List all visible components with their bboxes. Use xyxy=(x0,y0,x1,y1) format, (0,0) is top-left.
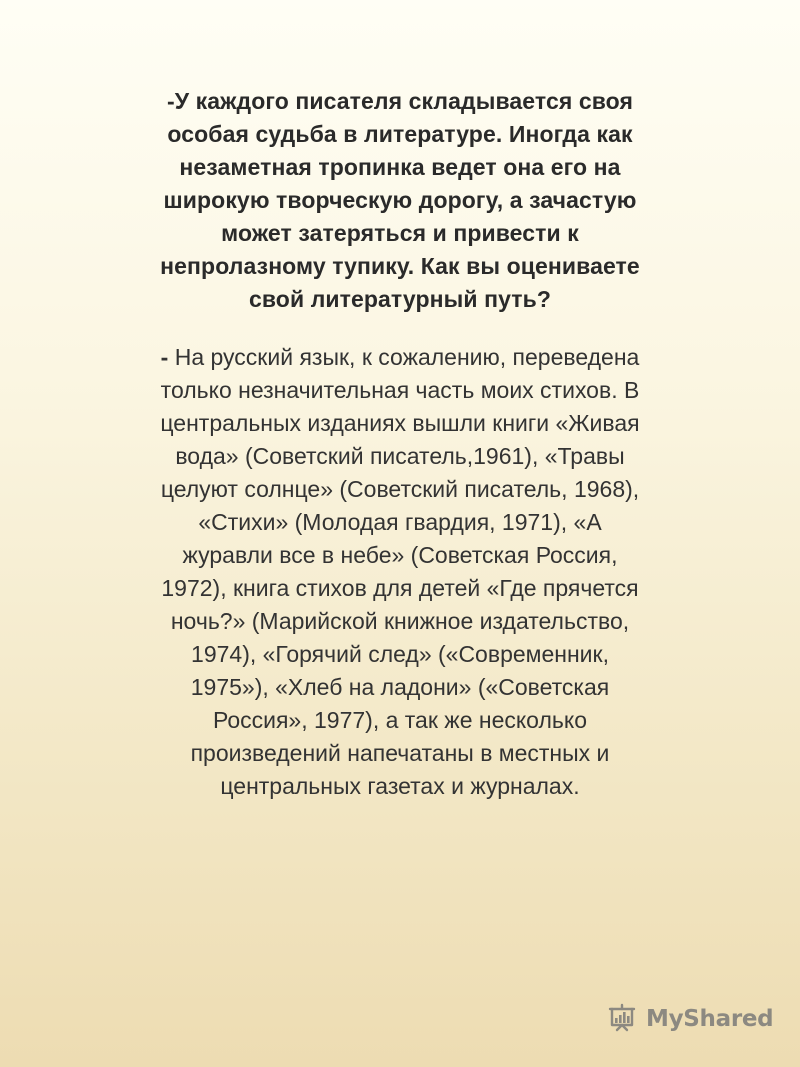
question-text: -У каждого писателя складывается своя особая судьба в литературе. Иногда как незаметная тропинка ведет она его на широкую творческую дорогу, а зачастую может затеряться и привести к непролазному тупику. Как вы оцениваете свой литературный путь? xyxy=(160,88,640,312)
answer-dash: - xyxy=(160,344,175,370)
presentation-board-icon xyxy=(604,1001,640,1037)
answer-paragraph xyxy=(70,341,730,803)
watermark-text: MyShared xyxy=(646,1006,774,1032)
myshared-watermark[interactable] xyxy=(604,1001,773,1037)
answer-text: На русский язык, к сожалению, переведена только незначительная часть моих стихов. В центральных изданиях вышли книги «Живая вода» (Советский писатель,1961), «Травы целуют солнце» (Советский писатель, 1968), «Стихи» (Молодая гвардия, 1971), «А журавли все в небе» (Советская Россия, 1972), книга стихов для детей «Где прячется ночь?» (Марийской книжное издательство, 1974), «Горячий след» («Современник, 1975»), «Хлеб на ладони» («Советская Россия», 1977), а так же несколько произведений напечатаны в местных и центральных газетах и журналах. xyxy=(160,344,640,799)
